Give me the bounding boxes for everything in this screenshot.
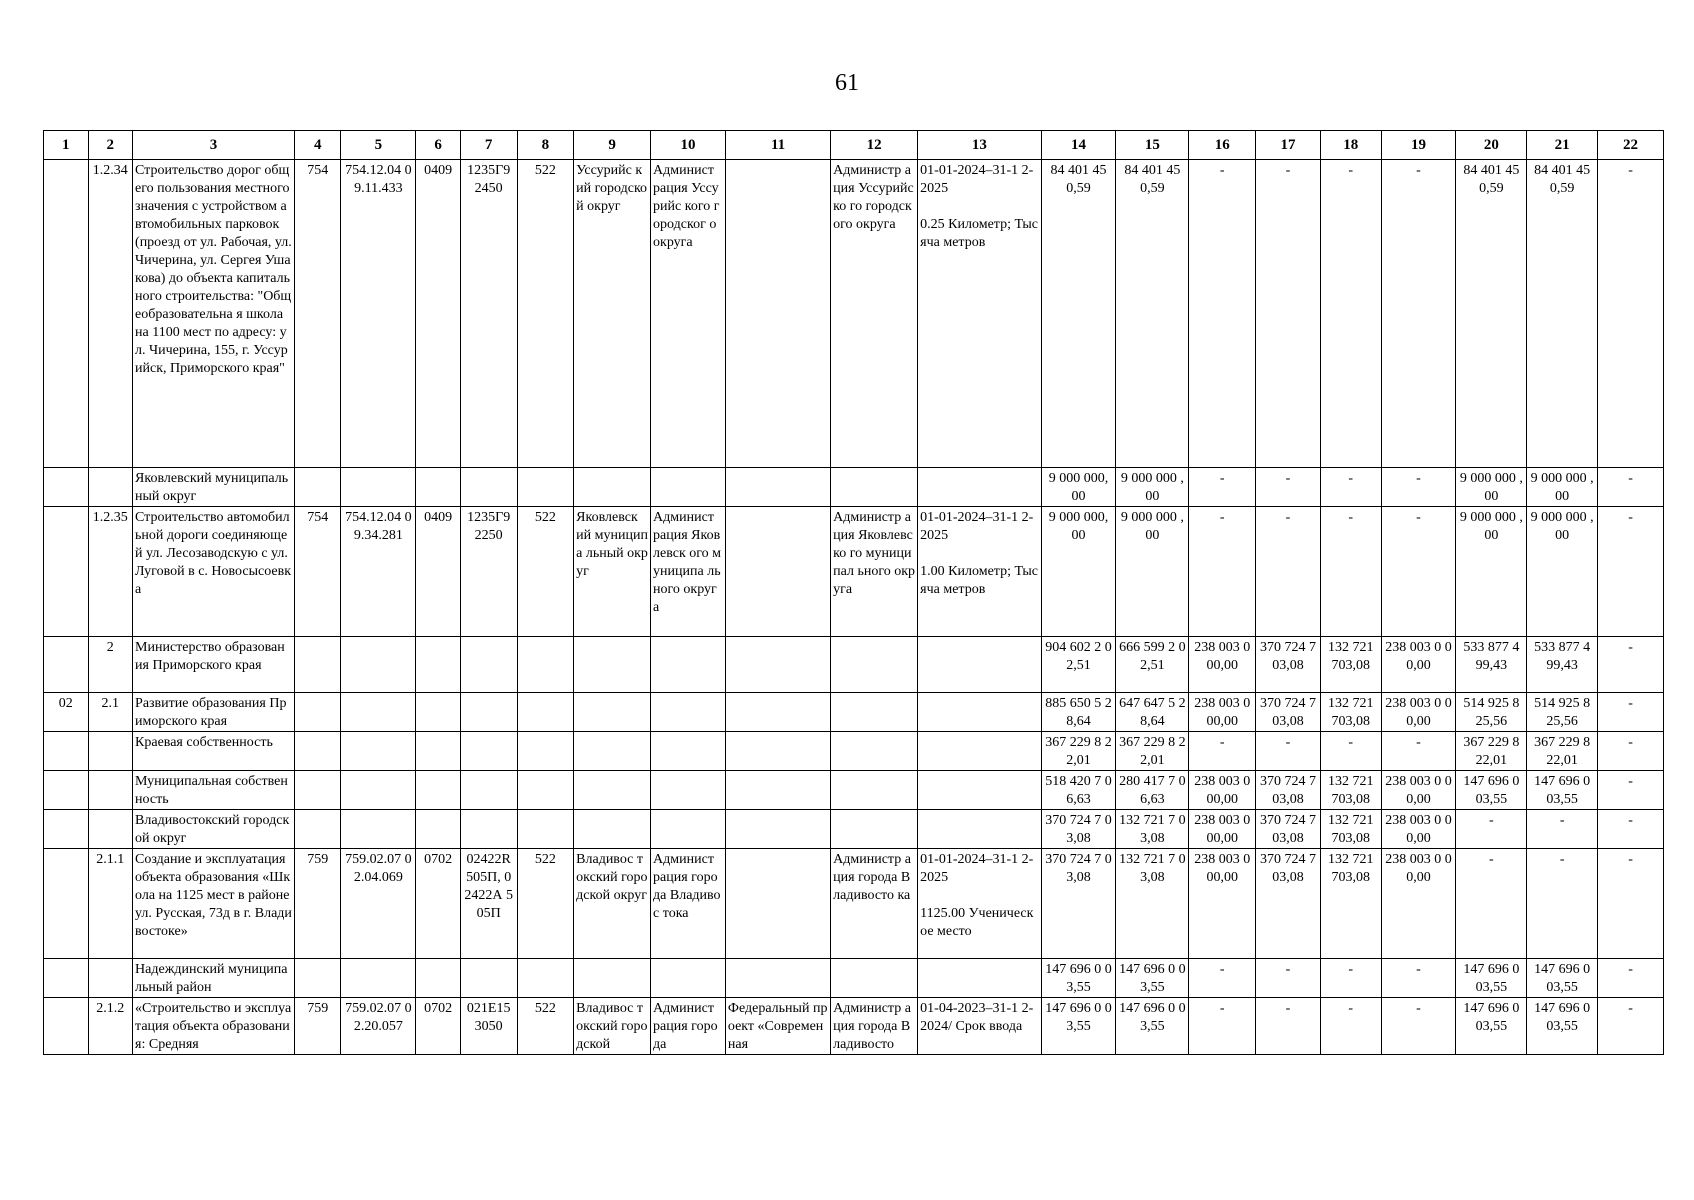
table-cell-col13: 01-04-2023–31-1 2-2024/ Срок ввода	[918, 998, 1041, 1055]
table-cell-col11	[725, 810, 830, 849]
table-cell-col9	[574, 732, 651, 771]
table-cell-col21: 533 877 4 99,43	[1527, 637, 1598, 693]
table-cell-col21: 9 000 000 ,00	[1527, 468, 1598, 507]
table-cell-col7	[460, 771, 517, 810]
table-cell-col22: -	[1598, 849, 1664, 959]
table-cell-col16: -	[1189, 732, 1256, 771]
table-cell-col1	[44, 507, 89, 637]
column-header: 15	[1116, 131, 1189, 160]
table-cell-col7: 02422R 505П, 02422А 505П	[460, 849, 517, 959]
table-cell-col19: -	[1381, 959, 1456, 998]
table-cell-col12	[831, 693, 918, 732]
table-cell-col17: 370 724 703,08	[1256, 810, 1321, 849]
table-cell-col9	[574, 810, 651, 849]
table-cell-col19: -	[1381, 160, 1456, 468]
data-table	[43, 130, 1664, 1055]
table-cell-col14: 147 696 0 03,55	[1041, 998, 1116, 1055]
column-header: 8	[517, 131, 574, 160]
table-cell-col4: 759	[294, 998, 341, 1055]
table-cell-col7	[460, 810, 517, 849]
table-cell-col15: 367 229 8 22,01	[1116, 732, 1189, 771]
table-cell-col4: 754	[294, 160, 341, 468]
table-cell-col18: 132 721 703,08	[1320, 771, 1381, 810]
table-cell-col11	[725, 160, 830, 468]
table-cell-col11	[725, 849, 830, 959]
table-cell-col2: 2.1.1	[88, 849, 133, 959]
table-cell-col14: 885 650 5 28,64	[1041, 693, 1116, 732]
table-cell-col4	[294, 810, 341, 849]
table-cell-col13	[918, 732, 1041, 771]
table-cell-col12: Администр ация города Владивосто ка	[831, 849, 918, 959]
table-cell-col11	[725, 468, 830, 507]
table-row	[44, 693, 1664, 732]
table-cell-col1	[44, 637, 89, 693]
table-cell-col8	[517, 732, 574, 771]
table-cell-col17: 370 724 703,08	[1256, 771, 1321, 810]
table-cell-col16: 238 003 0 00,00	[1189, 637, 1256, 693]
table-cell-col20: 9 000 000 ,00	[1456, 468, 1527, 507]
table-cell-col17: -	[1256, 160, 1321, 468]
table-cell-col20: 147 696 0 03,55	[1456, 771, 1527, 810]
table-row	[44, 468, 1664, 507]
table-cell-col8: 522	[517, 507, 574, 637]
table-cell-col21: -	[1527, 810, 1598, 849]
table-cell-col19: 238 003 0 00,00	[1381, 849, 1456, 959]
table-cell-col14: 518 420 7 06,63	[1041, 771, 1116, 810]
table-cell-col1	[44, 959, 89, 998]
table-cell-col3: Строительство дорог общего пользования местного значения с устройством автомобильных парковок (проезд от ул. Рабочая, ул. Чичерина, ул. Сергея Ушакова) до объекта капитального строительства: "Общеобразовательна я школа на 1100 мест по адресу: ул. Чичерина, 155, г. Уссурийск, Приморского края"	[133, 160, 295, 468]
table-cell-col15: 84 401 45 0,59	[1116, 160, 1189, 468]
table-cell-col8	[517, 959, 574, 998]
table-cell-col17: -	[1256, 998, 1321, 1055]
column-header: 9	[574, 131, 651, 160]
table-cell-col22: -	[1598, 468, 1664, 507]
column-header: 2	[88, 131, 133, 160]
table-cell-col8: 522	[517, 160, 574, 468]
table-cell-col11	[725, 507, 830, 637]
table-cell-col4: 754	[294, 507, 341, 637]
table-cell-col2	[88, 959, 133, 998]
table-cell-col7: 1235Г9 2450	[460, 160, 517, 468]
table-cell-col15: 147 696 0 03,55	[1116, 998, 1189, 1055]
column-header: 4	[294, 131, 341, 160]
table-row	[44, 771, 1664, 810]
table-cell-col12: Администр ация Уссурийско го городского округа	[831, 160, 918, 468]
table-cell-col13: 01-01-2024–31-1 2-2025 1.00 Километр; Тысяча метров	[918, 507, 1041, 637]
table-cell-col8	[517, 771, 574, 810]
table-cell-col10	[651, 810, 726, 849]
table-cell-col16: -	[1189, 507, 1256, 637]
table-cell-col2	[88, 771, 133, 810]
table-cell-col14: 370 724 7 03,08	[1041, 810, 1116, 849]
table-cell-col2	[88, 810, 133, 849]
table-cell-col4	[294, 468, 341, 507]
page-number: 61	[835, 70, 859, 96]
column-header: 3	[133, 131, 295, 160]
table-cell-col11	[725, 732, 830, 771]
table-cell-col5: 754.12.04 09.34.281	[341, 507, 416, 637]
table-cell-col7: 021Е15 3050	[460, 998, 517, 1055]
table-cell-col17: 370 724 703,08	[1256, 693, 1321, 732]
column-header: 20	[1456, 131, 1527, 160]
table-cell-col18: 132 721 703,08	[1320, 849, 1381, 959]
table-cell-col19: 238 003 0 00,00	[1381, 771, 1456, 810]
table-cell-col3: Развитие образования Приморского края	[133, 693, 295, 732]
table-cell-col13	[918, 637, 1041, 693]
table-cell-col22: -	[1598, 637, 1664, 693]
table-cell-col17: -	[1256, 507, 1321, 637]
table-cell-col13	[918, 810, 1041, 849]
table-cell-col1	[44, 771, 89, 810]
table-cell-col15: 9 000 000 ,00	[1116, 468, 1189, 507]
table-cell-col5	[341, 468, 416, 507]
table-cell-col3: Яковлевский муниципальный округ	[133, 468, 295, 507]
table-cell-col10	[651, 468, 726, 507]
table-cell-col17: -	[1256, 959, 1321, 998]
table-cell-col16: 238 003 0 00,00	[1189, 849, 1256, 959]
table-cell-col18: -	[1320, 468, 1381, 507]
table-cell-col6	[416, 468, 461, 507]
table-cell-col10: Админист рация Уссурийс кого городског о округа	[651, 160, 726, 468]
table-cell-col4	[294, 959, 341, 998]
table-cell-col6	[416, 771, 461, 810]
table-cell-col19: -	[1381, 468, 1456, 507]
table-cell-col13: 01-01-2024–31-1 2-2025 0.25 Километр; Тысяча метров	[918, 160, 1041, 468]
table-cell-col7	[460, 637, 517, 693]
table-cell-col1	[44, 810, 89, 849]
table-cell-col19: 238 003 0 00,00	[1381, 637, 1456, 693]
table-cell-col1	[44, 468, 89, 507]
table-cell-col21: 84 401 45 0,59	[1527, 160, 1598, 468]
table-cell-col15: 666 599 2 02,51	[1116, 637, 1189, 693]
table-cell-col7: 1235Г9 2250	[460, 507, 517, 637]
table-cell-col9: Владивос токский городской	[574, 998, 651, 1055]
table-cell-col15: 280 417 7 06,63	[1116, 771, 1189, 810]
table-cell-col20: -	[1456, 849, 1527, 959]
table-cell-col9	[574, 693, 651, 732]
table-cell-col6: 0409	[416, 160, 461, 468]
table-cell-col10	[651, 732, 726, 771]
table-cell-col18: -	[1320, 507, 1381, 637]
table-cell-col5	[341, 732, 416, 771]
table-cell-col8	[517, 810, 574, 849]
column-header: 22	[1598, 131, 1664, 160]
table-cell-col2	[88, 468, 133, 507]
table-cell-col1	[44, 732, 89, 771]
table-cell-col12	[831, 732, 918, 771]
table-cell-col16: -	[1189, 959, 1256, 998]
table-cell-col14: 9 000 000, 00	[1041, 507, 1116, 637]
table-cell-col3: Строительство автомобильной дороги соединяющей ул. Лесозаводскую с ул. Луговой в с. Новосысоевка	[133, 507, 295, 637]
column-header: 14	[1041, 131, 1116, 160]
table-cell-col2	[88, 732, 133, 771]
table-cell-col13: 01-01-2024–31-1 2-2025 1125.00 Ученическое место	[918, 849, 1041, 959]
table-cell-col7	[460, 732, 517, 771]
table-cell-col22: -	[1598, 507, 1664, 637]
table-cell-col15: 132 721 7 03,08	[1116, 849, 1189, 959]
table-cell-col10	[651, 637, 726, 693]
table-cell-col19: 238 003 0 00,00	[1381, 693, 1456, 732]
table-cell-col9: Владивос токский городской округ	[574, 849, 651, 959]
table-cell-col10	[651, 959, 726, 998]
table-cell-col9: Уссурийс кий городской округ	[574, 160, 651, 468]
table-cell-col21: 147 696 0 03,55	[1527, 771, 1598, 810]
table-cell-col19: 238 003 0 00,00	[1381, 810, 1456, 849]
table-cell-col21: 147 696 0 03,55	[1527, 959, 1598, 998]
table-cell-col5: 759.02.07 02.20.057	[341, 998, 416, 1055]
table-cell-col6	[416, 959, 461, 998]
table-cell-col9	[574, 771, 651, 810]
table-cell-col5: 759.02.07 02.04.069	[341, 849, 416, 959]
table-cell-col12	[831, 468, 918, 507]
table-cell-col15: 132 721 7 03,08	[1116, 810, 1189, 849]
table-cell-col15: 147 696 0 03,55	[1116, 959, 1189, 998]
table-cell-col14: 904 602 2 02,51	[1041, 637, 1116, 693]
column-header: 7	[460, 131, 517, 160]
table-cell-col21: -	[1527, 849, 1598, 959]
table-cell-col17: 370 724 703,08	[1256, 849, 1321, 959]
table-cell-col1: 02	[44, 693, 89, 732]
table-cell-col22: -	[1598, 959, 1664, 998]
table-cell-col5	[341, 771, 416, 810]
table-cell-col21: 514 925 8 25,56	[1527, 693, 1598, 732]
table-cell-col9	[574, 468, 651, 507]
table-cell-col1	[44, 849, 89, 959]
table-cell-col14: 84 401 45 0,59	[1041, 160, 1116, 468]
table-cell-col13	[918, 693, 1041, 732]
table-cell-col6: 0702	[416, 849, 461, 959]
table-cell-col18: -	[1320, 959, 1381, 998]
table-cell-col6: 0702	[416, 998, 461, 1055]
table-cell-col4: 759	[294, 849, 341, 959]
table-cell-col18: -	[1320, 732, 1381, 771]
table-cell-col20: -	[1456, 810, 1527, 849]
table-cell-col22: -	[1598, 998, 1664, 1055]
column-header: 6	[416, 131, 461, 160]
table-cell-col6	[416, 732, 461, 771]
table-cell-col21: 367 229 8 22,01	[1527, 732, 1598, 771]
table-cell-col6	[416, 810, 461, 849]
column-header: 5	[341, 131, 416, 160]
table-cell-col22: -	[1598, 810, 1664, 849]
table-cell-col5	[341, 693, 416, 732]
table-row	[44, 959, 1664, 998]
table-cell-col14: 9 000 000, 00	[1041, 468, 1116, 507]
table-row	[44, 160, 1664, 468]
table-cell-col18: 132 721 703,08	[1320, 810, 1381, 849]
table-cell-col11	[725, 771, 830, 810]
table-cell-col7	[460, 468, 517, 507]
table-cell-col12: Администр ация города Владивосто	[831, 998, 918, 1055]
table-cell-col6	[416, 637, 461, 693]
table-cell-col12	[831, 959, 918, 998]
table-cell-col3: Министерство образования Приморского края	[133, 637, 295, 693]
table-cell-col3: Надеждинский муниципальный район	[133, 959, 295, 998]
table-cell-col2: 2.1	[88, 693, 133, 732]
table-row	[44, 810, 1664, 849]
table-cell-col3: Владивостокский городской округ	[133, 810, 295, 849]
table-cell-col7	[460, 693, 517, 732]
table-cell-col12	[831, 637, 918, 693]
table-cell-col20: 84 401 45 0,59	[1456, 160, 1527, 468]
table-cell-col13	[918, 468, 1041, 507]
table-cell-col13	[918, 771, 1041, 810]
table-cell-col22: -	[1598, 160, 1664, 468]
table-cell-col8	[517, 693, 574, 732]
table-cell-col1	[44, 160, 89, 468]
table-cell-col2: 2	[88, 637, 133, 693]
table-cell-col20: 367 229 8 22,01	[1456, 732, 1527, 771]
table-cell-col7	[460, 959, 517, 998]
column-header: 19	[1381, 131, 1456, 160]
table-cell-col17: -	[1256, 732, 1321, 771]
table-cell-col20: 533 877 4 99,43	[1456, 637, 1527, 693]
table-cell-col16: 238 003 0 00,00	[1189, 693, 1256, 732]
table-cell-col8	[517, 637, 574, 693]
table-cell-col2: 2.1.2	[88, 998, 133, 1055]
table-cell-col16: -	[1189, 160, 1256, 468]
table-cell-col3: Краевая собственность	[133, 732, 295, 771]
table-cell-col8: 522	[517, 849, 574, 959]
table-cell-col19: -	[1381, 998, 1456, 1055]
table-cell-col18: -	[1320, 160, 1381, 468]
table-cell-col11: Федеральный проект «Современная	[725, 998, 830, 1055]
table-row	[44, 507, 1664, 637]
table-cell-col5: 754.12.04 09.11.433	[341, 160, 416, 468]
table-cell-col4	[294, 637, 341, 693]
column-header: 17	[1256, 131, 1321, 160]
table-cell-col12	[831, 771, 918, 810]
table-row	[44, 849, 1664, 959]
table-cell-col16: 238 003 0 00,00	[1189, 810, 1256, 849]
table-cell-col14: 147 696 0 03,55	[1041, 959, 1116, 998]
table-cell-col4	[294, 771, 341, 810]
table-cell-col10	[651, 693, 726, 732]
table-row	[44, 998, 1664, 1055]
table-cell-col2: 1.2.34	[88, 160, 133, 468]
table-cell-col8: 522	[517, 998, 574, 1055]
table-cell-col6: 0409	[416, 507, 461, 637]
table-row	[44, 637, 1664, 693]
table-cell-col3: Муниципальная собственность	[133, 771, 295, 810]
table-cell-col10: Админист рация Яковлевск ого муниципа льного округа	[651, 507, 726, 637]
table-cell-col19: -	[1381, 507, 1456, 637]
column-header: 12	[831, 131, 918, 160]
column-header: 18	[1320, 131, 1381, 160]
table-cell-col22: -	[1598, 732, 1664, 771]
table-cell-col20: 514 925 8 25,56	[1456, 693, 1527, 732]
column-header: 21	[1527, 131, 1598, 160]
table-cell-col3: Создание и эксплуатация объекта образования «Школа на 1125 мест в районе ул. Русская, 73д в г. Владивостоке»	[133, 849, 295, 959]
table-cell-col12: Администр ация Яковлевско го муниципал ьного округа	[831, 507, 918, 637]
table-cell-col9	[574, 637, 651, 693]
table-cell-col10: Админист рация города Владивос тока	[651, 849, 726, 959]
table-cell-col13	[918, 959, 1041, 998]
table-cell-col21: 147 696 0 03,55	[1527, 998, 1598, 1055]
table-cell-col10	[651, 771, 726, 810]
table-cell-col20: 9 000 000 ,00	[1456, 507, 1527, 637]
table-cell-col11	[725, 959, 830, 998]
header-row	[44, 131, 1664, 160]
table-cell-col20: 147 696 0 03,55	[1456, 998, 1527, 1055]
table-cell-col4	[294, 732, 341, 771]
table-cell-col11	[725, 637, 830, 693]
table-cell-col9	[574, 959, 651, 998]
table-cell-col16: -	[1189, 468, 1256, 507]
table-cell-col4	[294, 693, 341, 732]
table-cell-col6	[416, 693, 461, 732]
table-cell-col14: 370 724 7 03,08	[1041, 849, 1116, 959]
table-cell-col9: Яковлевск ий муниципа льный округ	[574, 507, 651, 637]
table-cell-col5	[341, 959, 416, 998]
table-cell-col12	[831, 810, 918, 849]
table-cell-col15: 9 000 000 ,00	[1116, 507, 1189, 637]
column-header: 1	[44, 131, 89, 160]
table-cell-col5	[341, 810, 416, 849]
table-cell-col3: «Строительство и эксплуатация объекта образования: Средняя	[133, 998, 295, 1055]
table-cell-col19: -	[1381, 732, 1456, 771]
table-cell-col16: 238 003 0 00,00	[1189, 771, 1256, 810]
table-cell-col17: -	[1256, 468, 1321, 507]
table-cell-col15: 647 647 5 28,64	[1116, 693, 1189, 732]
table-cell-col22: -	[1598, 771, 1664, 810]
column-header: 13	[918, 131, 1041, 160]
table-cell-col11	[725, 693, 830, 732]
column-header: 11	[725, 131, 830, 160]
table-cell-col5	[341, 637, 416, 693]
table-cell-col21: 9 000 000 ,00	[1527, 507, 1598, 637]
table-cell-col10: Админист рация города	[651, 998, 726, 1055]
table-cell-col20: 147 696 0 03,55	[1456, 959, 1527, 998]
table-cell-col18: -	[1320, 998, 1381, 1055]
table-cell-col14: 367 229 8 22,01	[1041, 732, 1116, 771]
table-cell-col18: 132 721 703,08	[1320, 637, 1381, 693]
table-cell-col22: -	[1598, 693, 1664, 732]
table-row	[44, 732, 1664, 771]
table-cell-col18: 132 721 703,08	[1320, 693, 1381, 732]
table-cell-col8	[517, 468, 574, 507]
table-cell-col16: -	[1189, 998, 1256, 1055]
column-header: 10	[651, 131, 726, 160]
column-header: 16	[1189, 131, 1256, 160]
table-cell-col1	[44, 998, 89, 1055]
table-cell-col17: 370 724 703,08	[1256, 637, 1321, 693]
table-cell-col2: 1.2.35	[88, 507, 133, 637]
